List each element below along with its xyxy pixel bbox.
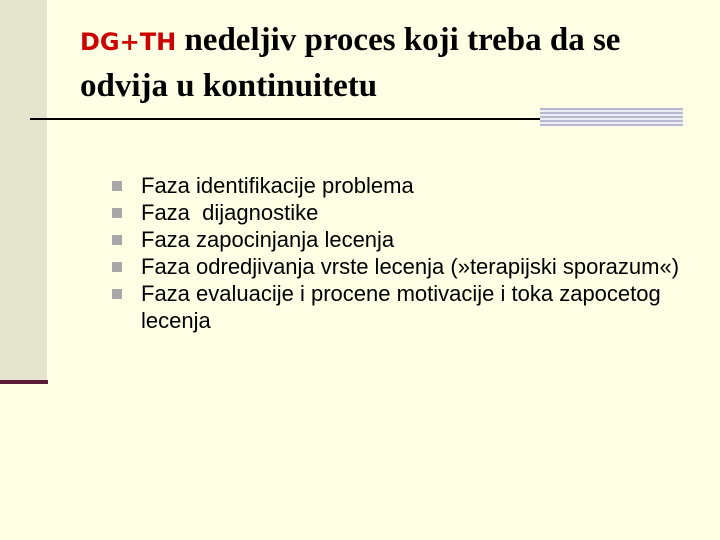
bullet-item xyxy=(112,199,692,226)
title-underline xyxy=(30,118,540,120)
left-bar-accent-line xyxy=(0,380,48,384)
title-prefix: DG+TH xyxy=(80,28,177,56)
bullet-text: Faza identifikacije problema xyxy=(141,173,414,198)
square-bullet-icon xyxy=(112,208,122,218)
square-bullet-icon xyxy=(112,181,122,191)
bullet-item xyxy=(112,172,692,199)
bullet-text: Faza odredjivanja vrste lecenja (»terapijski sporazum«) xyxy=(141,254,680,279)
bullet-item xyxy=(112,253,692,280)
square-bullet-icon xyxy=(112,262,122,272)
left-decorative-bar xyxy=(0,0,47,382)
title-text: nedeljiv proces koji treba da se odvija u kontinuitetu xyxy=(80,22,621,104)
title-striped-pattern xyxy=(540,108,683,126)
bullet-text: Faza dijagnostike xyxy=(141,200,319,225)
bullet-text: Faza zapocinjanja lecenja xyxy=(141,227,395,252)
bullet-text: Faza evaluacije i procene motivacije i toka zapocetog lecenja xyxy=(141,281,661,333)
slide-title xyxy=(80,18,700,108)
bullet-list xyxy=(112,172,692,334)
square-bullet-icon xyxy=(112,235,122,245)
square-bullet-icon xyxy=(112,289,122,299)
bullet-item xyxy=(112,226,692,253)
bullet-item xyxy=(112,280,692,334)
